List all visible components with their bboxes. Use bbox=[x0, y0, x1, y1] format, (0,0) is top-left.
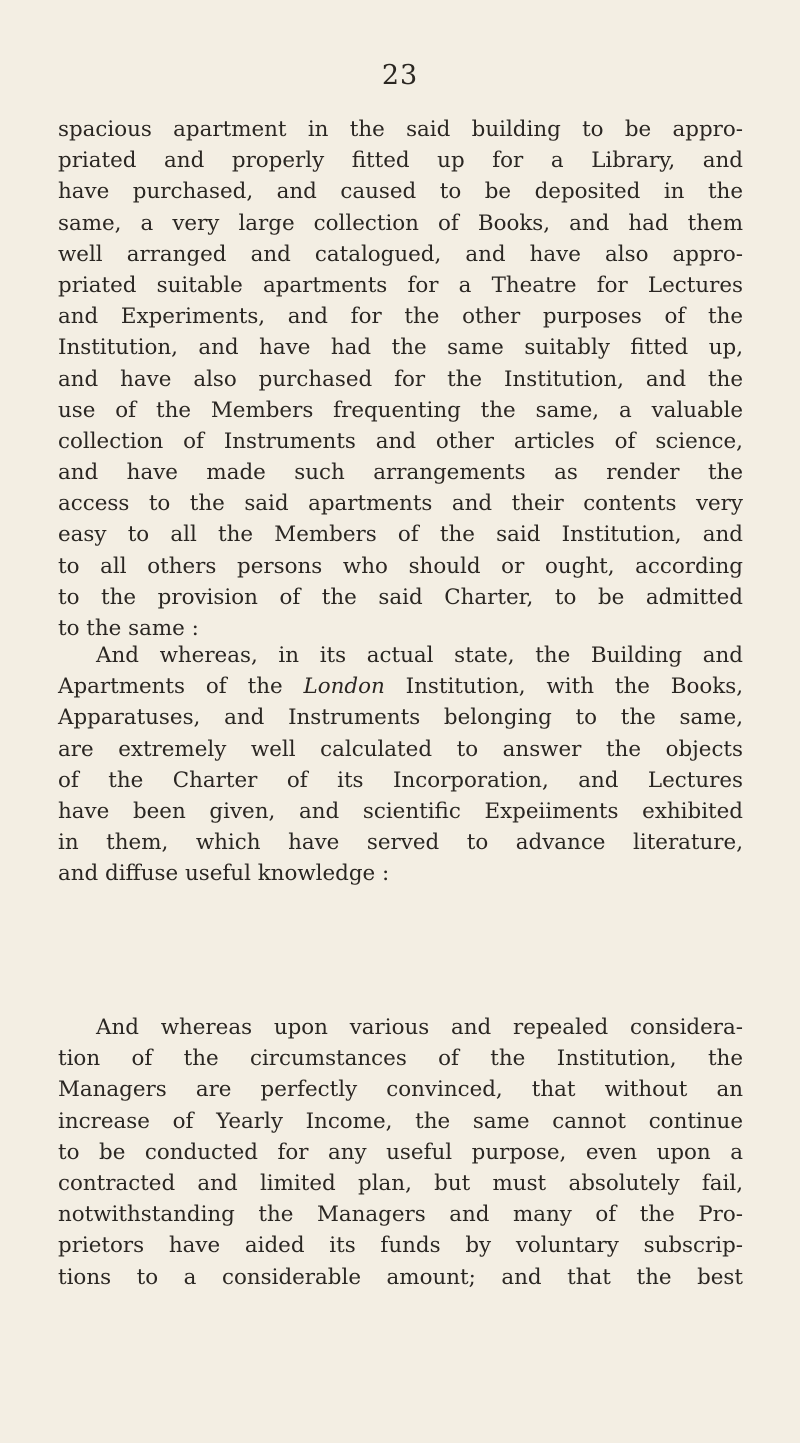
text-line: collection of Instruments and other articles of science, bbox=[58, 428, 743, 454]
text-line: tion of the circumstances of the Institution, the bbox=[58, 1046, 743, 1072]
text-line: to all others persons who should or ought, according bbox=[58, 553, 743, 579]
text-line: and have made such arrangements as render the bbox=[58, 460, 743, 486]
text-line: Apparatuses, and Instruments belonging to the same, bbox=[58, 705, 743, 731]
paragraph-3 bbox=[58, 1012, 743, 1293]
text-line: Managers are perfectly convinced, that without an bbox=[58, 1077, 743, 1103]
text-line: in them, which have served to advance literature, bbox=[58, 830, 743, 856]
text-line: same, a very large collection of Books, and had them bbox=[58, 210, 743, 236]
text-line: priated suitable apartments for a Theatre for Lectures bbox=[58, 272, 743, 298]
text-line bbox=[58, 671, 743, 702]
text-line: easy to all the Members of the said Institution, and bbox=[58, 522, 743, 548]
text-line: to be conducted for any useful purpose, even upon a bbox=[58, 1139, 743, 1165]
text-line: use of the Members frequenting the same, a valuable bbox=[58, 397, 743, 423]
paragraph-1 bbox=[58, 114, 743, 644]
text-line: are extremely well calculated to answer the objects bbox=[58, 736, 743, 762]
text-line: have been given, and scientific Expeiiments exhibited bbox=[58, 798, 743, 824]
text-line: spacious apartment in the said building to be appro- bbox=[58, 117, 743, 142]
text-line: tions to a considerable amount; and that the best bbox=[58, 1264, 743, 1290]
text-line: notwithstanding the Managers and many of the Pro- bbox=[58, 1202, 743, 1228]
text-line: prietors have aided its funds by voluntary subscrip- bbox=[58, 1233, 743, 1259]
text-line: contracted and limited plan, but must absolutely fail, bbox=[58, 1170, 743, 1196]
paragraph-2 bbox=[58, 640, 743, 890]
text-line: And whereas upon various and repealed considera- bbox=[96, 1015, 743, 1040]
text-line: and have also purchased for the Institution, and the bbox=[58, 366, 743, 392]
text-line: Institution, and have had the same suitably fitted up, bbox=[58, 335, 743, 361]
text-line: have purchased, and caused to be deposited in the bbox=[58, 179, 743, 205]
text-run: Apartments of the bbox=[58, 674, 304, 700]
text-line: and Experiments, and for the other purposes of the bbox=[58, 304, 743, 330]
text-line: access to the said apartments and their contents very bbox=[58, 491, 743, 517]
page-number: 23 bbox=[381, 60, 419, 91]
text-line: increase of Yearly Income, the same cannot continue bbox=[58, 1108, 743, 1134]
text-line: well arranged and catalogued, and have also appro- bbox=[58, 241, 743, 267]
text-line: And whereas, in its actual state, the Building and bbox=[96, 643, 743, 668]
text-line: to the same : bbox=[58, 616, 199, 641]
text-line: and diffuse useful knowledge : bbox=[58, 861, 390, 887]
text-run: Institution, with the Books, bbox=[384, 674, 744, 700]
text-line: of the Charter of its Incorporation, and Lectures bbox=[58, 767, 743, 793]
text-line: priated and properly fitted up for a Library, and bbox=[58, 148, 743, 174]
italic-place-name: London bbox=[303, 674, 385, 700]
text-line: to the provision of the said Charter, to be admitted bbox=[58, 584, 743, 610]
